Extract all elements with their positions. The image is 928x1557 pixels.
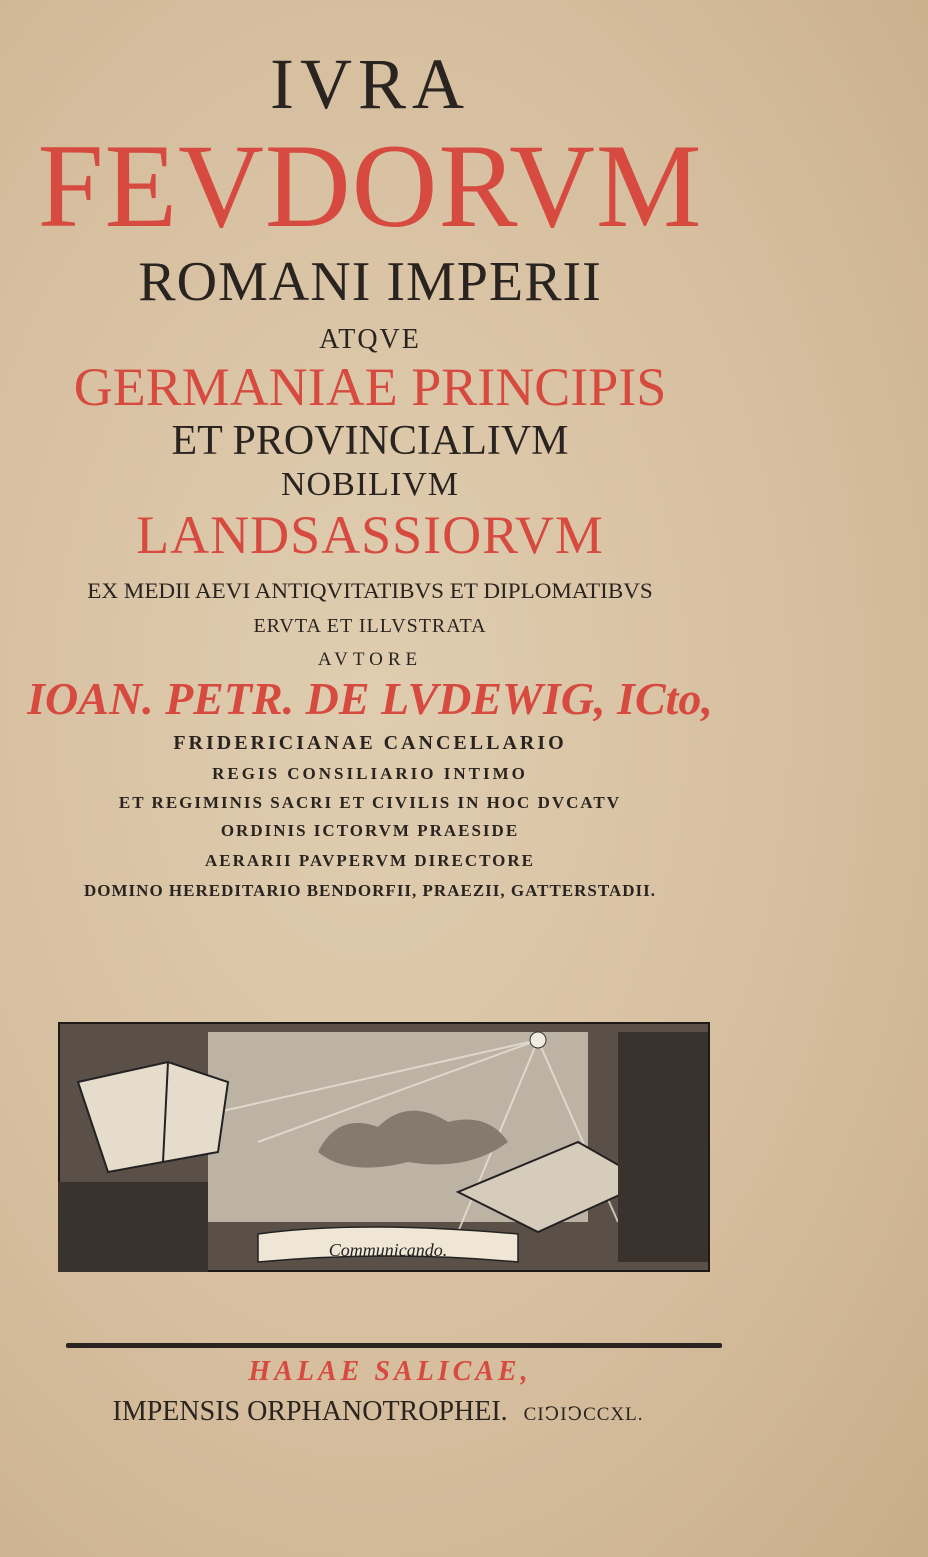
autore-label: AVTORE [317, 649, 423, 670]
imprint-place: HALAE SALICAE, [248, 1356, 532, 1387]
imprint-year: CIↃIↃCCXL. [523, 1404, 644, 1425]
title-line-landsassiorum: LANDSASSIORVM [136, 505, 604, 565]
author-title: REGIS CONSILIARIO INTIMO [212, 764, 528, 783]
imprint-publisher: IMPENSIS ORPHANOTROPHEI. [112, 1396, 508, 1427]
subtitle-line: EX MEDII AEVI ANTIQVITATIBVS ET DIPLOMATIBVS [87, 578, 653, 603]
title-line-romani-imperii: ROMANI IMPERII [138, 251, 602, 313]
title-line-nobilium: NOBILIVM [281, 466, 459, 503]
title-line-iura: IVRA [270, 44, 470, 124]
title-line-provincialium: ET PROVINCIALIVM [171, 418, 569, 464]
title-line-atque: ATQVE [319, 324, 421, 355]
author-title: ORDINIS ICTORVM PRAESIDE [220, 821, 520, 840]
author-name: IOAN. PETR. DE LVDEWIG, ICto, [27, 673, 713, 724]
imprint-line [8, 1398, 748, 1426]
author-title: AERARII PAVPERVM DIRECTORE [204, 851, 536, 870]
title-line-germaniae: GERMANIAE PRINCIPIS [73, 357, 667, 417]
title-line-feudorum: FEVDORVM [37, 119, 703, 252]
engraved-vignette [58, 1022, 710, 1272]
author-title: FRIDERICIANAE CANCELLARIO [173, 732, 567, 754]
author-title: ET REGIMINIS SACRI ET CIVILIS IN HOC DVCATV [118, 793, 622, 812]
vignette-motto: Communicando. [328, 1240, 448, 1260]
subtitle-line-2: ERVTA ET ILLVSTRATA [253, 615, 487, 637]
author-title: DOMINO HEREDITARIO BENDORFII, PRAEZII, GATTERSTADII. [84, 881, 656, 900]
horizontal-rule [66, 1343, 722, 1348]
